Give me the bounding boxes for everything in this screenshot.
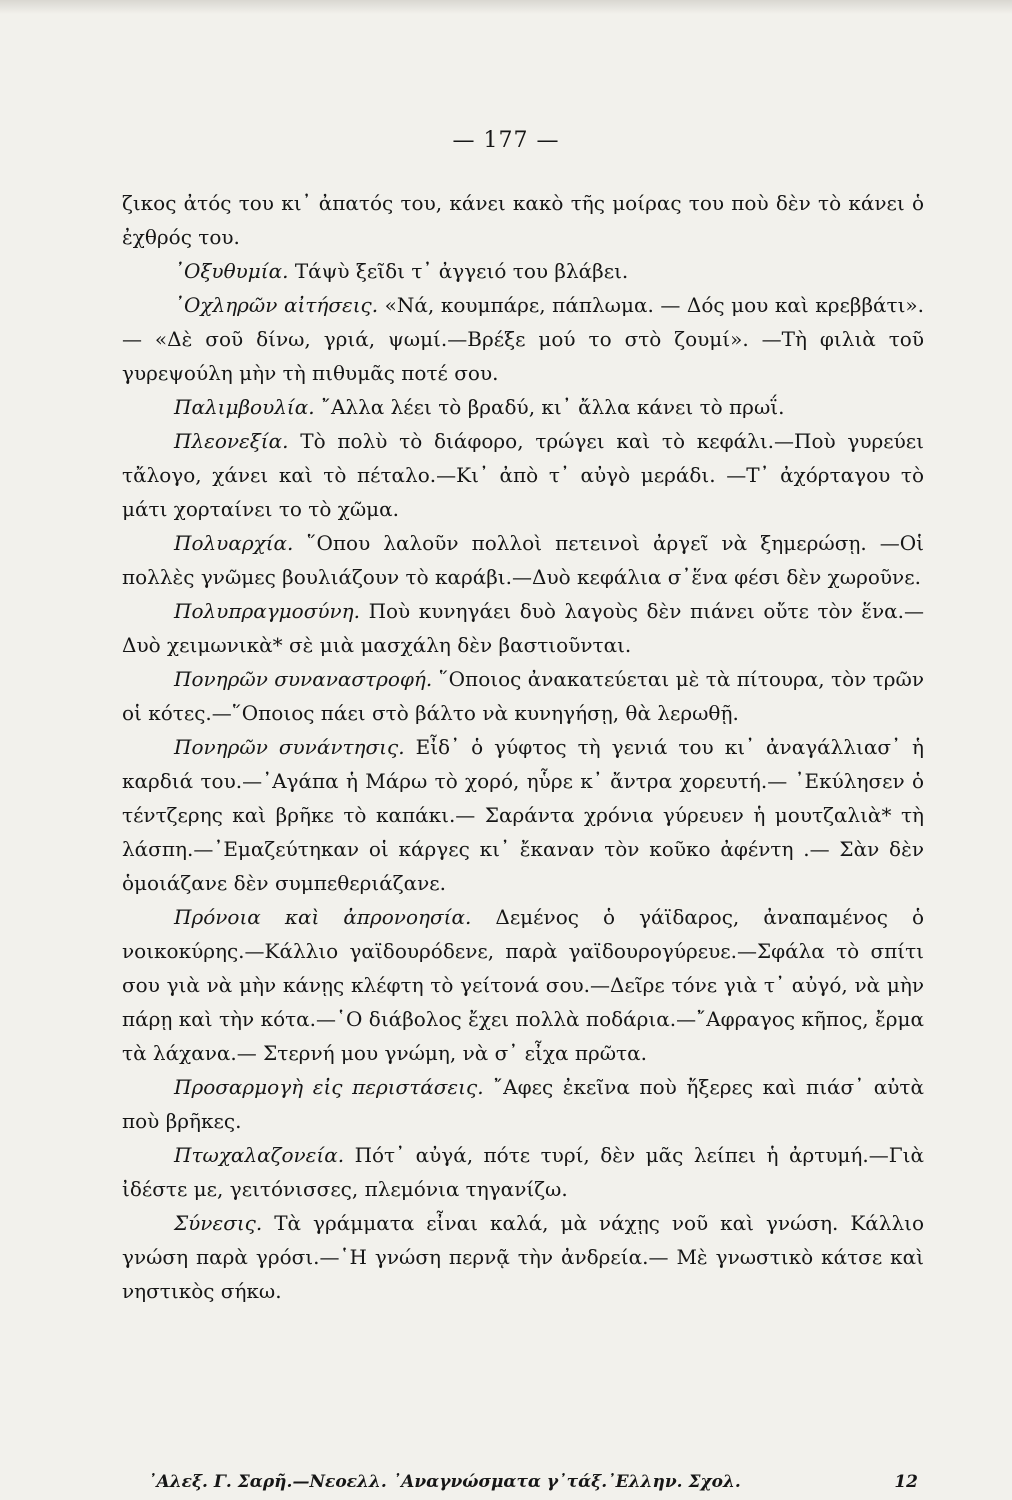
paragraph [122, 186, 924, 254]
paragraph [122, 730, 924, 900]
paragraph [122, 1070, 924, 1138]
entry-text: ῞Οποιος ἀνακατεύεται μὲ τὰ πίτουρα, τὸν τρῶν οἱ κότες.—῞Οποιος πάει στὸ βάλτο νὰ κυνηγήσῃ, θὰ λερωθῇ. [122, 667, 924, 725]
paragraph [122, 900, 924, 1070]
paragraph [122, 1138, 924, 1206]
paragraph [122, 288, 924, 390]
entry-text: Δεμένος ὁ γάϊδαρος, ἀναπαμένος ὁ νοικοκύρης.—Κάλλιο γαϊδουρόδενε, παρὰ γαϊδουρογύρευε.—Σφάλα τὸ σπίτι σου γιὰ νὰ μὴν κάνῃς κλέφτη τὸ γείτονά σου.—Δεῖρε τόνε γιὰ τ᾽ αὐγό, νὰ μὴν πάρῃ καὶ τὴν κότα.—῾Ο διάβολος ἔχει πολλὰ ποδάρια.—῎Αφραγος κῆπος, ἔρμα τὰ λάχανα.— Στερνή μου γνώμη, νὰ σ᾽ εἶχα πρῶτα. [122, 905, 924, 1065]
entry-text: Εἶδ᾽ ὁ γύφτος τὴ γενιά του κι᾽ ἀναγάλλιασ᾽ ἡ καρδιά του.—᾿Αγάπα ἡ Μάρω τὸ χορό, ηὗρε κ᾽ ἄντρα χορευτή.— ᾿Εκύλησεν ὁ τέντζερης καὶ βρῆκε τὸ καπάκι.— Σαράντα χρόνια γύρευεν ἡ μουτζαλιὰ* τὴ λάσπη.—᾿Εμαζεύτηκαν οἱ κάργες κι᾽ ἔκαναν τὸν κοῦκο ἀφέντη .— Σὰν δὲν ὁμοιάζανε δὲν συμπεθεριάζανε. [122, 735, 925, 895]
entry-heading: Πλεονεξία. [174, 429, 289, 453]
entry-text: «Νά, κουμπάρε, πάπλωμα. — Δός μου καὶ κρεββάτι». — «Δὲ σοῦ δίνω, γριά, ψωμί.—Βρέξε μού το στὸ ζουμί». —Τὴ φιλιὰ τοῦ γυρεψούλη μὴν τὴ πιθυμᾶς ποτέ σου. [122, 293, 925, 385]
entry-heading: Πονηρῶν συνάντησις. [174, 735, 405, 759]
entry-heading: Πτωχαλαζονεία. [174, 1143, 345, 1167]
entry-heading: ᾿Οχληρῶν αἰτήσεις. [174, 293, 379, 317]
page-footer [148, 1472, 918, 1492]
entry-text: ῎Αλλα λέει τὸ βραδύ, κι᾽ ἄλλα κάνει τὸ πρωΐ. [320, 395, 785, 419]
entry-text: Πότ᾽ αὐγά, πότε τυρί, δὲν μᾶς λείπει ἡ ἀρτυμή.—Γιὰ ἰδέστε με, γειτόνισσες, πλεμόνια τηγανίζω. [122, 1143, 924, 1201]
entry-heading: Πρόνοια καὶ ἀπρονοησία. [174, 905, 472, 929]
entry-text: ῞Οπου λαλοῦν πολλοὶ πετεινοὶ ἀργεῖ νὰ ξημερώσῃ. —Οἱ πολλὲς γνῶμες βουλιάζουν τὸ καράβι.—Δυὸ κεφάλια σ᾽ἕνα φέσι δὲν χωροῦνε. [122, 531, 925, 589]
entry-text: ζικος ἀτός του κι᾽ ἀπατός του, κάνει κακὸ τῆς μοίρας του ποὺ δὲν τὸ κάνει ὁ ἐχθρός του. [122, 191, 924, 249]
entry-heading: Σύνεσις. [174, 1211, 263, 1235]
entry-heading: Πονηρῶν συναναστροφή. [174, 667, 433, 691]
paragraph [122, 390, 924, 424]
entry-heading: Πολυαρχία. [174, 531, 294, 555]
footer-signature-mark: 12 [894, 1472, 918, 1492]
entry-text: ῎Αφες ἐκεῖνα ποὺ ἤξερες καὶ πιάσ᾽ αὐτὰ ποὺ βρῆκες. [122, 1075, 925, 1133]
paragraph [122, 1206, 924, 1308]
entry-heading: Προσαρμογὴ εἰς περιστάσεις. [174, 1075, 484, 1099]
paragraph [122, 254, 924, 288]
paragraph [122, 662, 924, 730]
entry-heading: Παλιμβουλία. [174, 395, 315, 419]
page-edge-shadow [0, 0, 1012, 14]
page-number: — 177 — [452, 128, 560, 153]
entry-text: Τάψὺ ξεῖδι τ᾽ ἀγγειό του βλάβει. [294, 259, 629, 283]
body-text [122, 186, 924, 1308]
paragraph [122, 424, 924, 526]
entry-text: Τὸ πολὺ τὸ διάφορο, τρώγει καὶ τὸ κεφάλι.—Ποὺ γυρεύει τἄλογο, χάνει καὶ τὸ πέταλο.—Κι᾽ ἀπὸ τ᾽ αὐγὸ μεράδι. —Τ᾽ ἀχόρταγου τὸ μάτι χορταίνει το τὸ χῶμα. [122, 429, 924, 521]
entry-text: Τὰ γράμματα εἶναι καλά, μὰ νάχῃς νοῦ καὶ γνώση. Κάλλιο γνώση παρὰ γρόσι.—῾Η γνώση περνᾷ τὴν ἀνδρεία.— Μὲ γνωστικὸ κάτσε καὶ νηστικὸς σήκω. [122, 1211, 925, 1303]
paragraph [122, 526, 924, 594]
entry-heading: Πολυπραγμοσύνη. [174, 599, 361, 623]
entry-text: Ποὺ κυνηγάει δυὸ λαγοὺς δὲν πιάνει οὔτε τὸν ἕνα.—Δυὸ χειμωνικὰ* σὲ μιὰ μασχάλη δὲν βαστιοῦνται. [122, 599, 925, 657]
paragraph [122, 594, 924, 662]
entry-heading: ᾿Οξυθυμία. [174, 259, 289, 283]
footer-citation: ᾿Αλεξ. Γ. Σαρῆ.—Νεοελλ. ᾿Αναγνώσματα γ᾽τάξ.᾿Ελλην. Σχολ. [148, 1472, 741, 1492]
